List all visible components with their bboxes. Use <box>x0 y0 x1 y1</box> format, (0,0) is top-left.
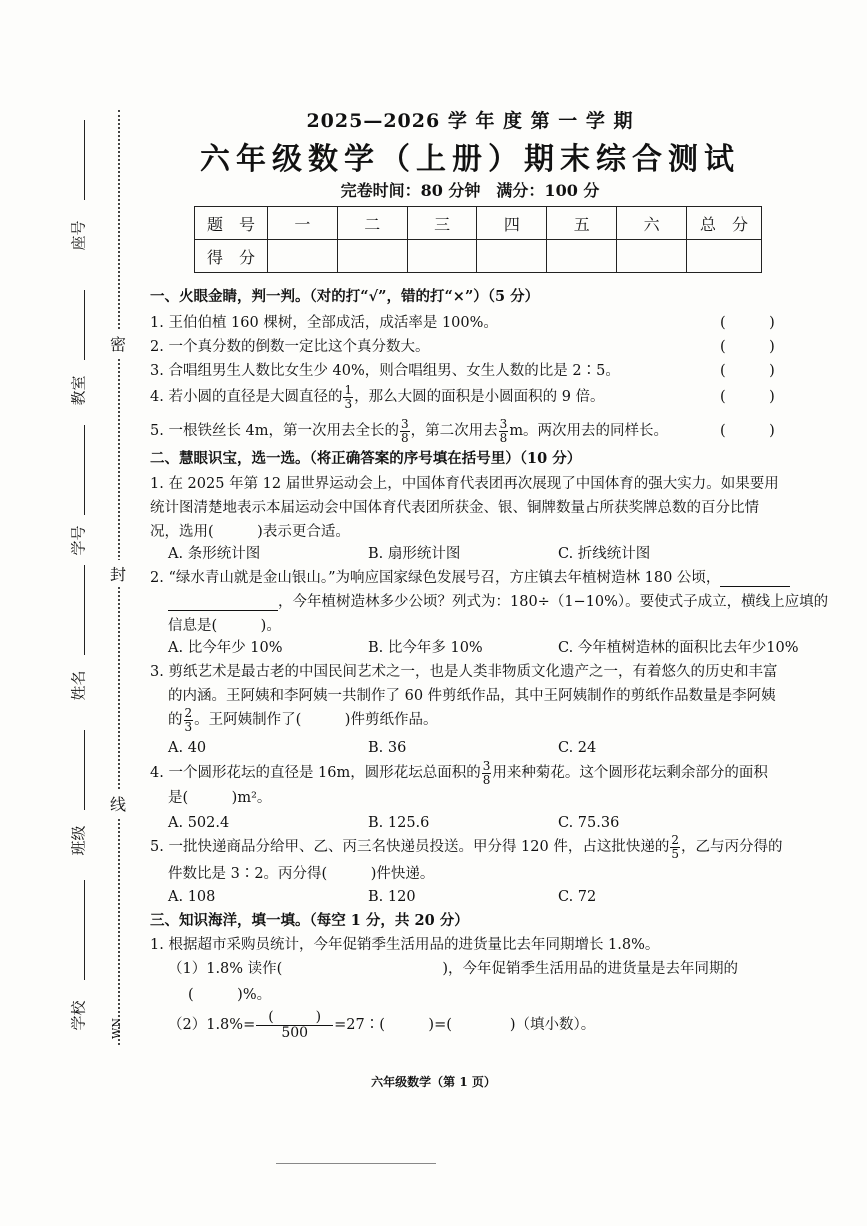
text: 2. “绿水青山就是金山银山。”为响应国家绿色发展号召，方庄镇去年植树造林 180 公顷， <box>150 570 721 586</box>
s2-q1-line2: 统计图清楚地表示本届运动会中国体育代表团所获金、银、铜牌数量占所获奖牌总数的百分比情 <box>150 500 759 516</box>
seal-char-feng: 封 <box>109 560 127 587</box>
s3-q1-1 <box>168 962 738 977</box>
denominator: 500 <box>281 1024 309 1041</box>
numerator: 3 <box>499 417 508 431</box>
s3-q1-2 <box>168 1010 595 1040</box>
text: 4. 若小圆的直径是大圆直径的 <box>150 389 343 406</box>
s1-q4 <box>150 384 605 410</box>
s3-q1-1-percent[interactable]: ( )%。 <box>188 987 272 1003</box>
s2-q1-line1: 1. 在 2025 年第 12 届世界运动会上，中国体育代表团再次展现了中国体育的强大实力。如果要用 <box>150 476 779 492</box>
text: )，今年促销季生活用品的进货量是去年同期的 <box>442 961 738 977</box>
exam-meta: 完卷时间：80 分钟 满分：100 分 <box>340 181 600 200</box>
option-a[interactable]: A. 108 <box>168 889 216 905</box>
s2-q3-line2: 的内涵。王阿姨和李阿姨一共制作了 60 件剪纸作品，其中王阿姨制作的剪纸作品数量是李阿姨 <box>168 688 776 704</box>
score-table-header-row <box>195 207 762 240</box>
text: 用来种菊花。这个圆形花坛剩余部分的面积 <box>492 765 768 782</box>
fill-blank[interactable] <box>720 571 790 587</box>
table-cell: 得 分 <box>195 240 268 273</box>
option-b[interactable]: B. 125.6 <box>368 815 430 831</box>
score-input-cell[interactable] <box>337 240 407 273</box>
numerator: 1 <box>344 383 353 397</box>
text: ，那么大圆的面积是小圆面积的 9 倍。 <box>354 389 605 406</box>
s2-q3-line1: 3. 剪纸艺术是最古老的中国民间艺术之一，也是人类非物质文化遗产之一，有着悠久的历史和丰富 <box>150 664 778 680</box>
s1-q2: 2. 一个真分数的倒数一定比这个真分数大。 <box>150 339 430 355</box>
field-label: 班级 <box>69 825 88 856</box>
s2-q5-line2: 件数比是 3∶2。丙分得( )件快递。 <box>168 866 435 882</box>
table-cell: 四 <box>477 207 547 240</box>
denominator: 3 <box>184 719 193 734</box>
seal-char-xian: 线 <box>109 790 127 817</box>
answer-paren[interactable]: ( ) <box>720 315 775 331</box>
option-c[interactable]: C. 75.36 <box>558 815 620 831</box>
numerator: 2 <box>671 833 679 847</box>
text: ，乙与丙分得的 <box>680 839 783 856</box>
fraction <box>670 834 680 860</box>
option-a[interactable]: A. 502.4 <box>168 815 230 831</box>
exam-title: 六年级数学（上册）期末综合测试 <box>200 142 740 177</box>
s1-q1: 1. 王伯伯植 160 棵树，全部成活，成活率是 100%。 <box>150 315 498 331</box>
section-3-title: 三、知识海洋，填一填。（每空 1 分，共 20 分） <box>150 912 469 929</box>
section-1-title: 一、火眼金睛，判一判。（对的打“√”，错的打“×”）（5 分） <box>150 288 540 305</box>
text: ，第二次用去 <box>410 423 498 440</box>
score-input-cell[interactable] <box>617 240 687 273</box>
denominator: 8 <box>499 430 508 445</box>
text: 5. 一根铁丝长 4m，第一次用去全长的 <box>150 423 400 440</box>
text: m。两次用去的同样长。 <box>509 423 669 440</box>
field-line[interactable] <box>84 565 85 655</box>
answer-paren[interactable]: ( ) <box>720 423 775 439</box>
text: （2）1.8%= <box>168 1017 256 1034</box>
s3-q1: 1. 根据超市采购员统计，今年促销季生活用品的进货量比去年同期增长 1.8%。 <box>150 937 660 953</box>
binding-margin <box>0 0 140 1226</box>
field-label: 学号 <box>69 525 88 556</box>
table-cell: 一 <box>268 207 338 240</box>
exam-term: 2025—2026 学 年 度 第 一 学 期 <box>306 110 634 132</box>
score-input-cell[interactable] <box>407 240 477 273</box>
denominator: 5 <box>671 846 679 861</box>
score-table-score-row <box>195 240 762 273</box>
denominator: 8 <box>401 430 409 445</box>
field-line[interactable] <box>84 120 85 200</box>
fraction[interactable] <box>256 1010 333 1040</box>
fraction <box>482 760 492 786</box>
text: 的 <box>168 712 183 729</box>
table-cell: 题 号 <box>195 207 268 240</box>
option-c[interactable]: C. 今年植树造林的面积比去年少10% <box>558 640 799 656</box>
fraction <box>499 418 509 444</box>
option-c[interactable]: C. 折线统计图 <box>558 546 651 562</box>
text: ，今年植树造林多少公顷？列式为：180÷（1−10%）。要使式子成立，横线上应填的 <box>278 594 829 610</box>
s2-q2-line2 <box>150 595 828 611</box>
text: （1）1.8% 读作( <box>168 961 283 977</box>
option-b[interactable]: B. 36 <box>368 740 407 756</box>
text: 。王阿姨制作了( )件剪纸作品。 <box>194 712 438 729</box>
numerator: 3 <box>401 417 409 431</box>
field-label: 学校 <box>69 1000 88 1031</box>
score-input-cell[interactable] <box>687 240 762 273</box>
table-cell: 二 <box>337 207 407 240</box>
option-b[interactable]: B. 120 <box>368 889 416 905</box>
paper-code: WN <box>109 1018 123 1039</box>
score-input-cell[interactable] <box>477 240 547 273</box>
text: =27∶( )=( )（填小数）。 <box>334 1017 596 1034</box>
s1-q3: 3. 合唱组男生人数比女生少 40%，则合唱组男、女生人数的比是 2∶5。 <box>150 363 620 379</box>
s2-q3-line3 <box>168 707 437 733</box>
s2-q1-line3: 况，选用( )表示更合适。 <box>150 524 350 540</box>
field-line[interactable] <box>84 425 85 515</box>
option-c[interactable]: C. 24 <box>558 740 597 756</box>
s2-q5-line1 <box>150 834 782 860</box>
section-2-title: 二、慧眼识宝，选一选。（将正确答案的序号填在括号里）（10 分） <box>150 450 582 467</box>
option-a[interactable]: A. 条形统计图 <box>168 546 261 562</box>
score-input-cell[interactable] <box>547 240 617 273</box>
fill-blank[interactable] <box>168 595 278 611</box>
seal-char-mi: 密 <box>109 330 127 357</box>
bottom-divider <box>276 1163 436 1164</box>
text: 4. 一个圆形花坛的直径是 16m，圆形花坛总面积的 <box>150 765 481 782</box>
field-label: 座号 <box>69 220 88 251</box>
table-cell: 六 <box>617 207 687 240</box>
field-line[interactable] <box>84 290 85 360</box>
option-c[interactable]: C. 72 <box>558 889 597 905</box>
s1-q5 <box>150 418 668 444</box>
numerator: 3 <box>482 759 491 773</box>
field-line[interactable] <box>84 880 85 980</box>
s2-q2-line3: 信息是( )。 <box>168 618 281 634</box>
answer-paren[interactable]: ( ) <box>720 363 775 379</box>
s2-q2-line1 <box>150 571 790 587</box>
s2-q4-line2: 是( )m²。 <box>168 790 272 806</box>
answer-paren[interactable]: ( ) <box>720 339 775 355</box>
fraction <box>400 418 410 444</box>
option-a[interactable]: A. 40 <box>168 740 207 756</box>
fraction <box>184 707 194 733</box>
page-footer: 六年级数学（第 1 页） <box>371 1075 496 1089</box>
answer-paren[interactable]: ( ) <box>720 389 775 405</box>
field-label: 姓名 <box>69 670 88 701</box>
field-label: 教室 <box>69 375 88 406</box>
fraction <box>343 384 353 410</box>
option-a[interactable]: A. 比今年少 10% <box>168 640 283 656</box>
numerator[interactable]: ( ) <box>256 1010 333 1026</box>
text: 5. 一批快递商品分给甲、乙、丙三名快递员投送。甲分得 120 件，占这批快递的 <box>150 839 670 856</box>
table-cell: 三 <box>407 207 477 240</box>
table-cell: 总 分 <box>687 207 762 240</box>
field-line[interactable] <box>84 730 85 810</box>
s2-q4-line1 <box>150 760 768 786</box>
denominator: 3 <box>344 396 353 411</box>
score-input-cell[interactable] <box>268 240 338 273</box>
denominator: 8 <box>482 772 491 787</box>
numerator: 2 <box>184 706 193 720</box>
table-cell: 五 <box>547 207 617 240</box>
option-b[interactable]: B. 扇形统计图 <box>368 546 461 562</box>
option-b[interactable]: B. 比今年多 10% <box>368 640 483 656</box>
score-table <box>194 206 762 273</box>
